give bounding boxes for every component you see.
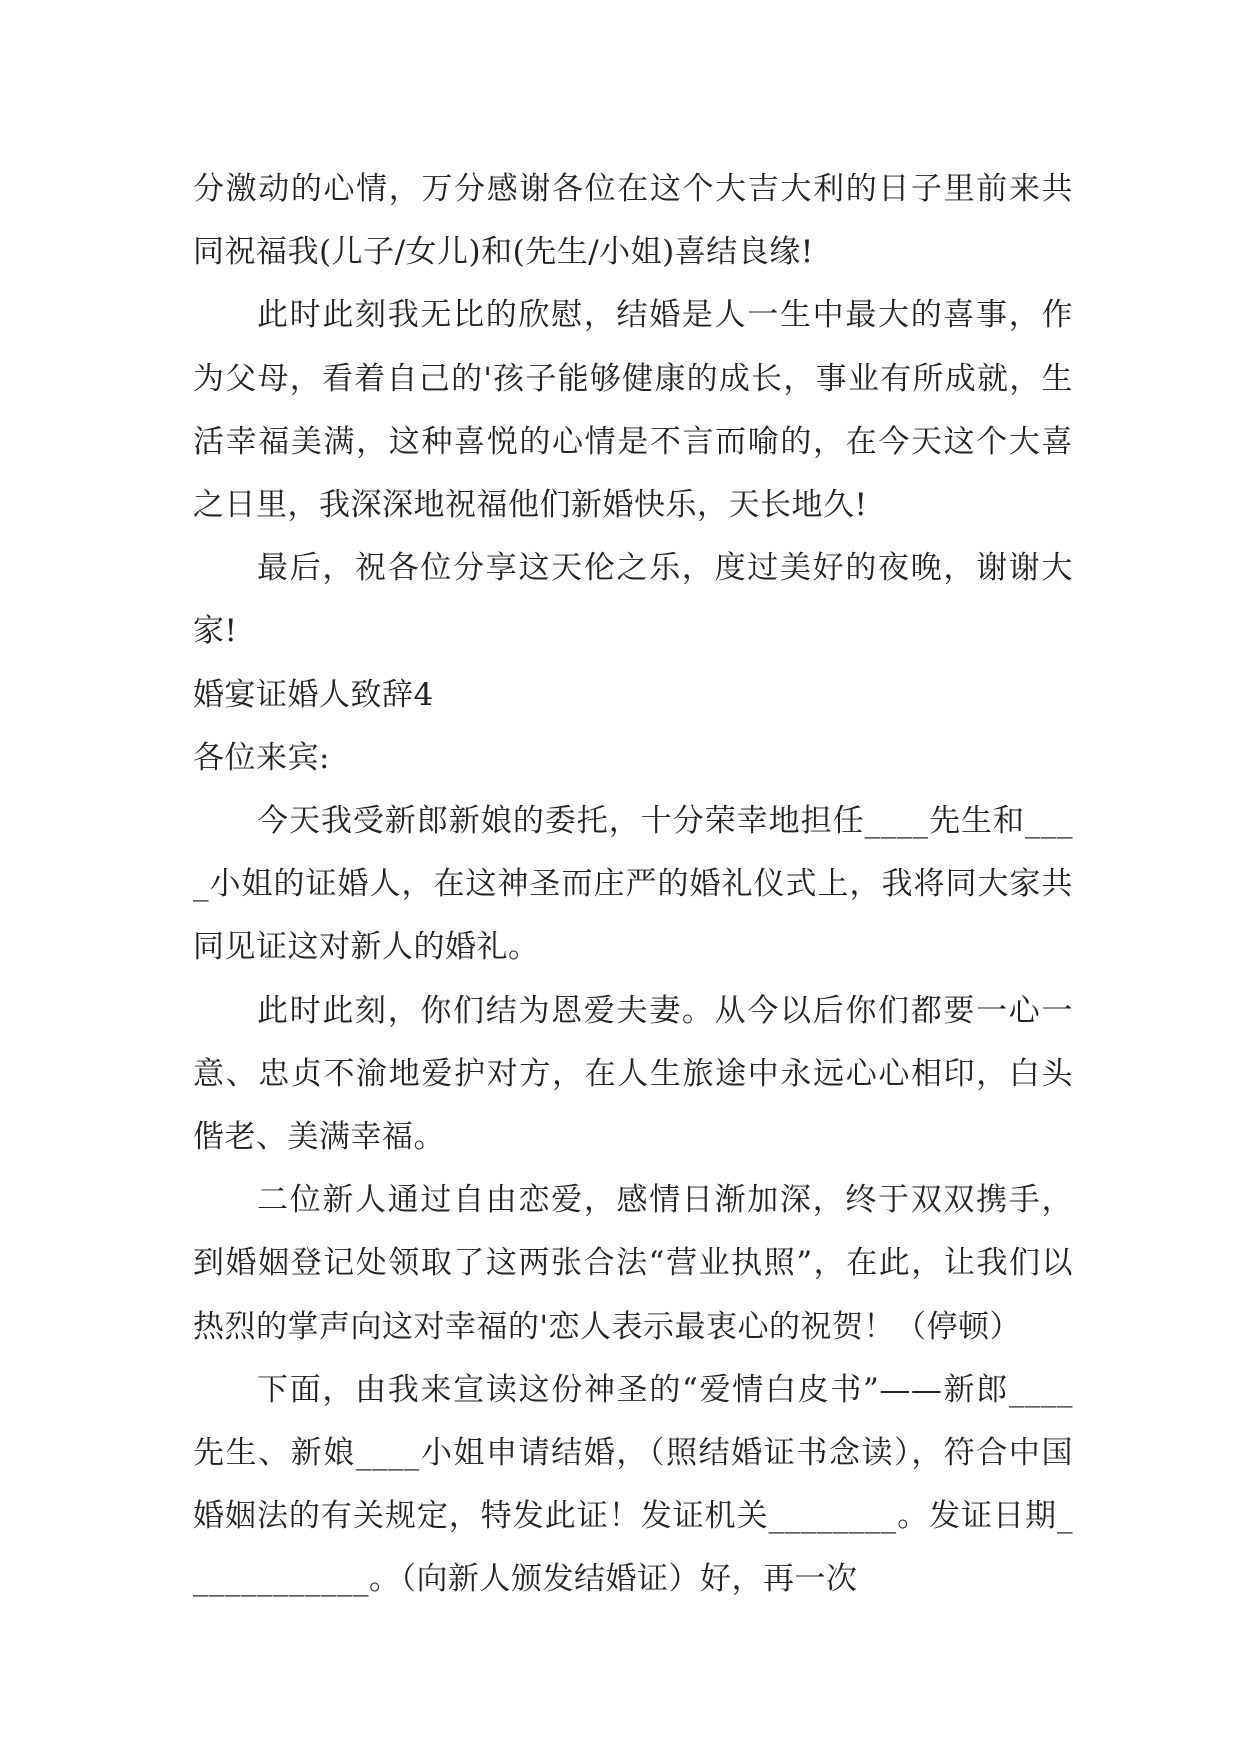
paragraph-opening-continuation: 分激动的心情，万分感谢各位在这个大吉大利的日子里前来共同祝福我(儿子/女儿)和(先生/小姐)喜结良缘!	[193, 171, 1073, 271]
paragraph-vows: 此时此刻，你们结为恩爱夫妻。从今以后你们都要一心一意、忠贞不渝地爱护对方，在人生旅途中永远心心相印，白头偕老、美满幸福。	[193, 992, 1073, 1156]
paragraph-congratulations: 二位新人通过自由恋爱，感情日渐加深，终于双双携手，到婚姻登记处领取了这两张合法“营业执照”，在此，让我们以热烈的掌声向这对幸福的'恋人表示最衷心的祝贺！（停顿）	[193, 1182, 1073, 1345]
paragraph-closing-thanks: 最后，祝各位分享这天伦之乐，度过美好的夜晚，谢谢大家!	[193, 550, 1073, 650]
paragraph-introduction: 今天我受新郎新娘的委托，十分荣幸地担任____先生和____小姐的证婚人，在这神圣而庄严的婚礼仪式上，我将同大家共同见证这对新人的婚礼。	[193, 803, 1073, 966]
section-heading: 婚宴证婚人致辞4	[193, 676, 434, 713]
document-body	[193, 158, 1073, 1612]
paragraph-parents-wishes: 此时此刻我无比的欣慰，结婚是人一生中最大的喜事，作为父母，看着自己的'孩子能够健康的成长，事业有所成就，生活幸福美满，这种喜悦的心情是不言而喻的，在今天这个大喜之日里，我深深地祝福他们新婚快乐，天长地久!	[193, 297, 1073, 524]
salutation: 各位来宾:	[193, 739, 330, 776]
paragraph-certificate-reading: 下面，由我来宣读这份神圣的“爱情白皮书”——新郎____先生、新娘____小姐申请结婚，（照结婚证书念读），符合中国婚姻法的有关规定，特发此证！发证机关________。发证日期____________。（向新人颁发结婚证）好，再一次	[193, 1371, 1073, 1598]
